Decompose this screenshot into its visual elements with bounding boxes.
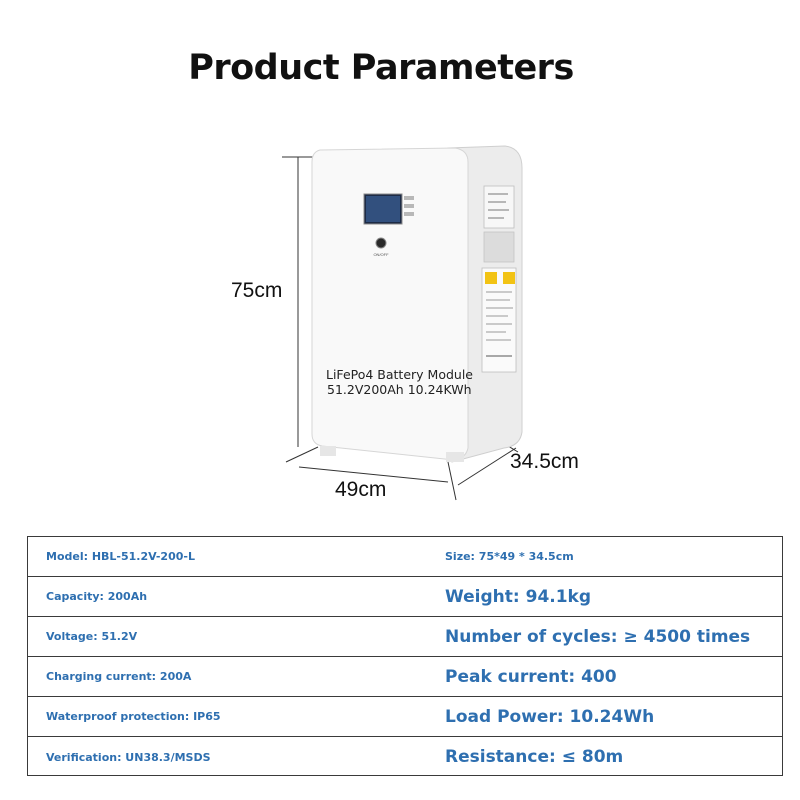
spec-row (28, 537, 782, 577)
spec-right: Weight: 94.1kg (445, 586, 592, 607)
svg-text:ON/OFF: ON/OFF (373, 252, 389, 257)
spec-table (27, 536, 783, 776)
spec-row (28, 657, 782, 697)
spec-right: Number of cycles: ≥ 4500 times (445, 626, 751, 647)
spec-left: Model: HBL-51.2V-200-L (46, 550, 195, 563)
depth-dimension: 34.5cm (510, 450, 579, 473)
spec-left: Voltage: 51.2V (46, 630, 138, 643)
spec-right: Size: 75*49 * 34.5cm (445, 550, 574, 563)
spec-row (28, 697, 782, 737)
page-title: Product Parameters (188, 48, 574, 88)
width-dimension: 49cm (335, 478, 387, 501)
spec-left: Waterproof protection: IP65 (46, 710, 221, 723)
spec-row (28, 577, 782, 617)
spec-row (28, 617, 782, 657)
height-dimension: 75cm (231, 279, 283, 302)
product-label-line2: 51.2V200Ah 10.24KWh (327, 382, 472, 397)
spec-right: Resistance: ≤ 80m (445, 747, 624, 767)
spec-row (28, 737, 782, 777)
spec-left: Charging current: 200A (46, 670, 192, 683)
spec-left: Verification: UN38.3/MSDS (46, 750, 211, 764)
spec-right: Peak current: 400 (445, 666, 617, 687)
spec-right: Load Power: 10.24Wh (445, 706, 655, 727)
product-label-line1: LiFePo4 Battery Module (326, 367, 473, 382)
spec-left: Capacity: 200Ah (46, 590, 148, 603)
